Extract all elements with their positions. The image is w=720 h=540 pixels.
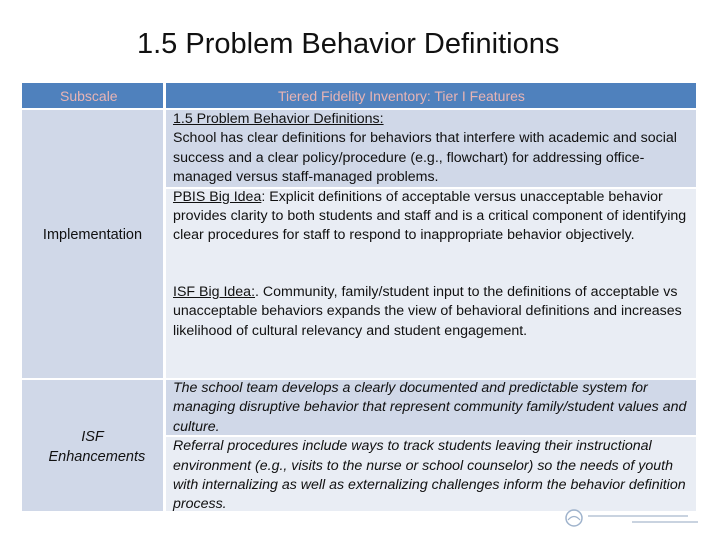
isf-text: . Community, family/student input to the definitions of acceptable vs unacceptable behaviors expands the view of behavioral definitions and increases likelihood of cultural relevancy and student engagement. (173, 284, 682, 339)
pbis-text: : Explicit definitions of acceptable versus unacceptable behavior provides clarity to both students and staff and is a critical component of identifying clear procedures for staff to respond to inappropriate behavior objectively. (173, 188, 687, 244)
table-header-subscale (22, 83, 163, 108)
isf-label: ISF Big Idea: (173, 284, 256, 300)
feature-title: 1.5 Problem Behavior Definitions: (173, 111, 384, 127)
implementation-feature-block (173, 110, 693, 246)
table-header-features (166, 83, 696, 108)
isf-enhancement-2: Referral procedures include ways to track students leaving their instructional environment (e.g., visits to the nurse or school counselor) so the needs of youth with internalizing as well as externalizing challenges inform the behavior definition process. (173, 438, 686, 513)
row-isf-label: ISF Enhancements (48, 429, 146, 465)
pbis-big-idea (173, 188, 693, 246)
isf-enhancement-1: The school team develops a clearly documented and predictable system for managing disruptive behavior that represent community family/student values and culture. (173, 380, 687, 435)
header-features-label: Tiered Fidelity Inventory: Tier I Features (278, 88, 525, 104)
isf-big-idea (173, 283, 693, 341)
isf-enhancements-block (173, 379, 693, 515)
header-subscale-label: Subscale (60, 88, 118, 104)
row-implementation-label-cell (22, 110, 163, 378)
center-logo-icon (560, 509, 700, 529)
pbis-label: PBIS Big Idea (173, 188, 262, 205)
row-implementation-label: Implementation (42, 227, 143, 243)
feature-text: School has clear definitions for behaviors that interfere with academic and social success and a clear policy/procedure (e.g., flowchart) for addressing office-managed versus staff-managed problems. (173, 130, 677, 186)
page-title: 1.5 Problem Behavior Definitions (137, 28, 560, 60)
